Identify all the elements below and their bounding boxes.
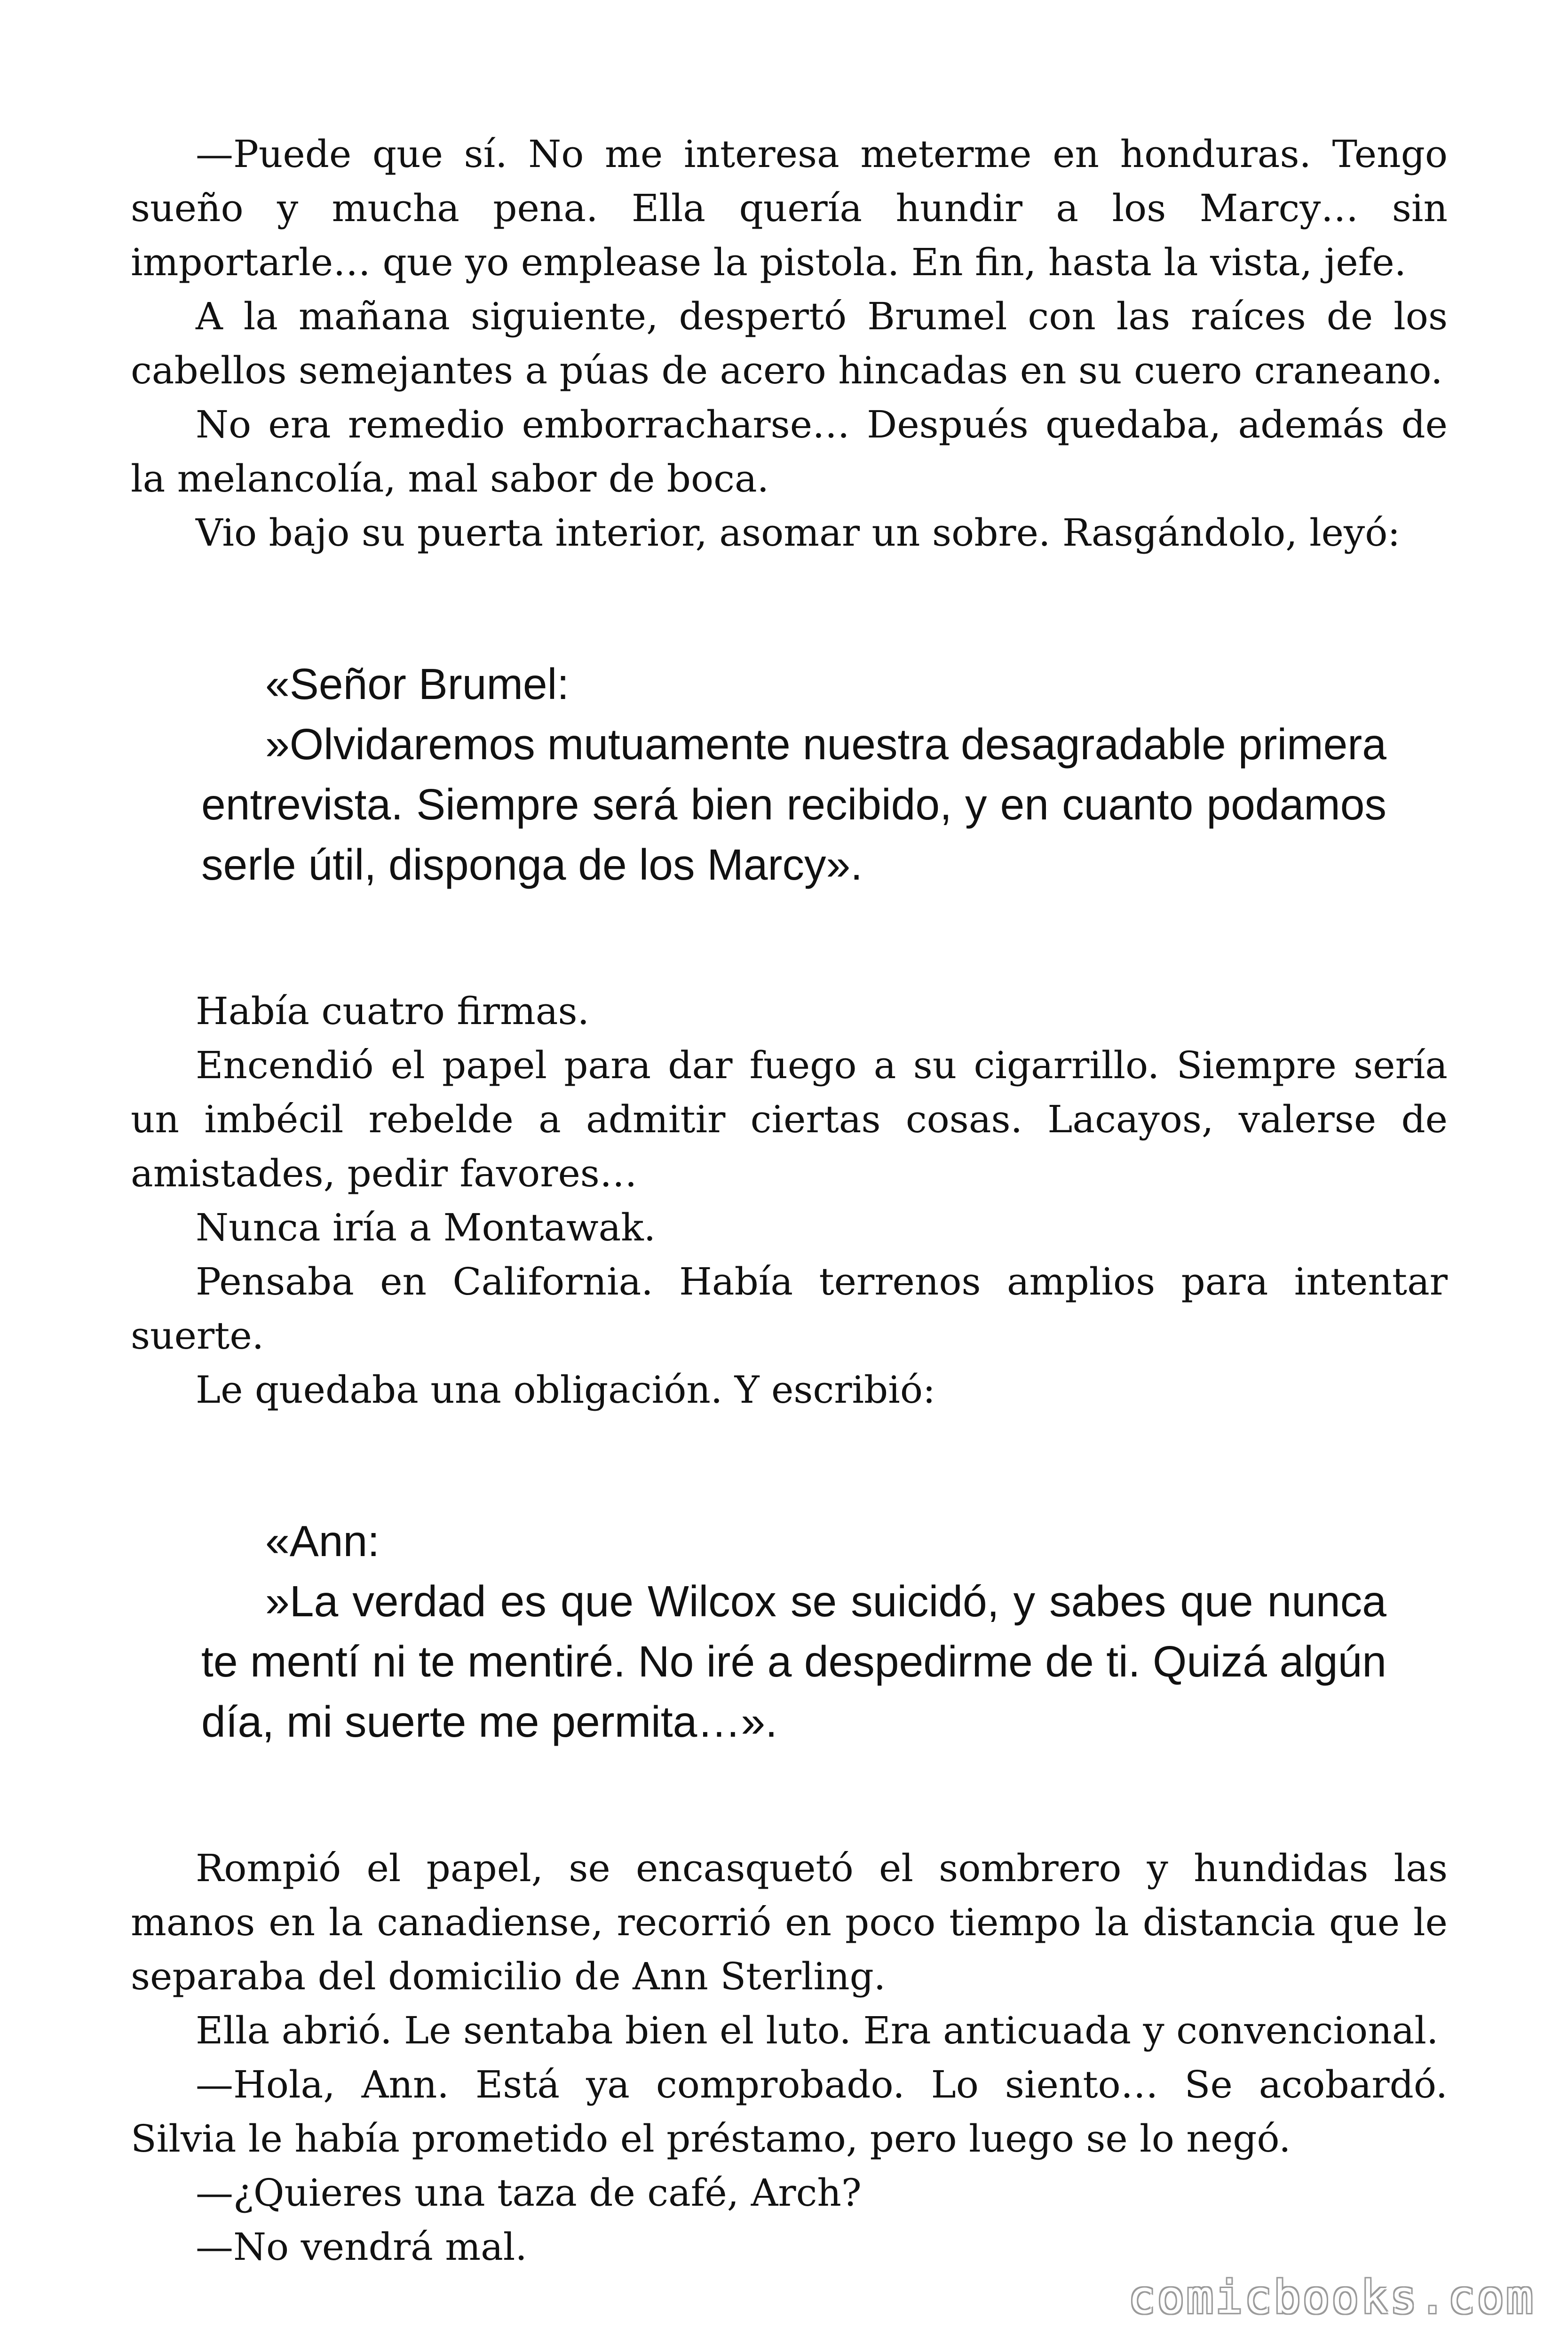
watermark: comicbooks.com xyxy=(1128,2271,1535,2324)
paragraph: Nunca iría a Montawak. xyxy=(196,1206,656,1249)
book-page xyxy=(131,127,1448,2274)
text-block-top xyxy=(131,127,1448,560)
paragraph: Ella abrió. Le sentaba bien el luto. Era anticuada y convencional. xyxy=(196,2009,1439,2052)
letter-salutation: «Señor Brumel: xyxy=(265,660,570,708)
letter-salutation: «Ann: xyxy=(265,1517,380,1565)
letter-body: »La verdad es que Wilcox se suicidó, y sabes que nunca te mentí ni te mentiré. No iré a despedirme de ti. Quizá algún día, mi suerte me permita…». xyxy=(201,1577,1386,1746)
paragraph: A la mañana siguiente, despertó Brumel con las raíces de los cabellos semejantes a púas de acero hincadas en su cuero craneano. xyxy=(131,294,1448,392)
paragraph: Vio bajo su puerta interior, asomar un sobre. Rasgándolo, leyó: xyxy=(196,511,1401,555)
letter-body: »Olvidaremos mutuamente nuestra desagradable primera entrevista. Siempre será bien recibido, y en cuanto podamos serle útil, disponga de los Marcy». xyxy=(201,720,1386,889)
text-block-bottom xyxy=(131,1841,1448,2274)
paragraph: —¿Quieres una taza de café, Arch? xyxy=(196,2171,862,2215)
paragraph: —No vendrá mal. xyxy=(196,2225,527,2269)
paragraph: No era remedio emborracharse… Después quedaba, además de la melancolía, mal sabor de boca. xyxy=(131,403,1448,501)
paragraph: —Puede que sí. No me interesa meterme en honduras. Tengo sueño y mucha pena. Ella quería hundir a los Marcy… sin importarle… que yo emplease la pistola. En fin, hasta la vista, jefe. xyxy=(131,132,1448,284)
letter-marcy xyxy=(201,654,1386,895)
letter-ann xyxy=(201,1511,1386,1752)
paragraph: Rompió el papel, se encasquetó el sombrero y hundidas las manos en la canadiense, recorrió en poco tiempo la distancia que le separaba del domicilio de Ann Sterling. xyxy=(131,1846,1448,1998)
paragraph: —Hola, Ann. Está ya comprobado. Lo siento… Se acobardó. Silvia le había prometido el préstamo, pero luego se lo negó. xyxy=(131,2063,1448,2161)
paragraph: Encendió el papel para dar fuego a su cigarrillo. Siempre sería un imbécil rebelde a admitir ciertas cosas. Lacayos, valerse de amistades, pedir favores… xyxy=(131,1043,1448,1195)
paragraph: Le quedaba una obligación. Y escribió: xyxy=(196,1368,935,1412)
text-block-middle xyxy=(131,984,1448,1417)
paragraph: Había cuatro firmas. xyxy=(196,989,590,1033)
paragraph: Pensaba en California. Había terrenos amplios para intentar suerte. xyxy=(131,1260,1448,1358)
